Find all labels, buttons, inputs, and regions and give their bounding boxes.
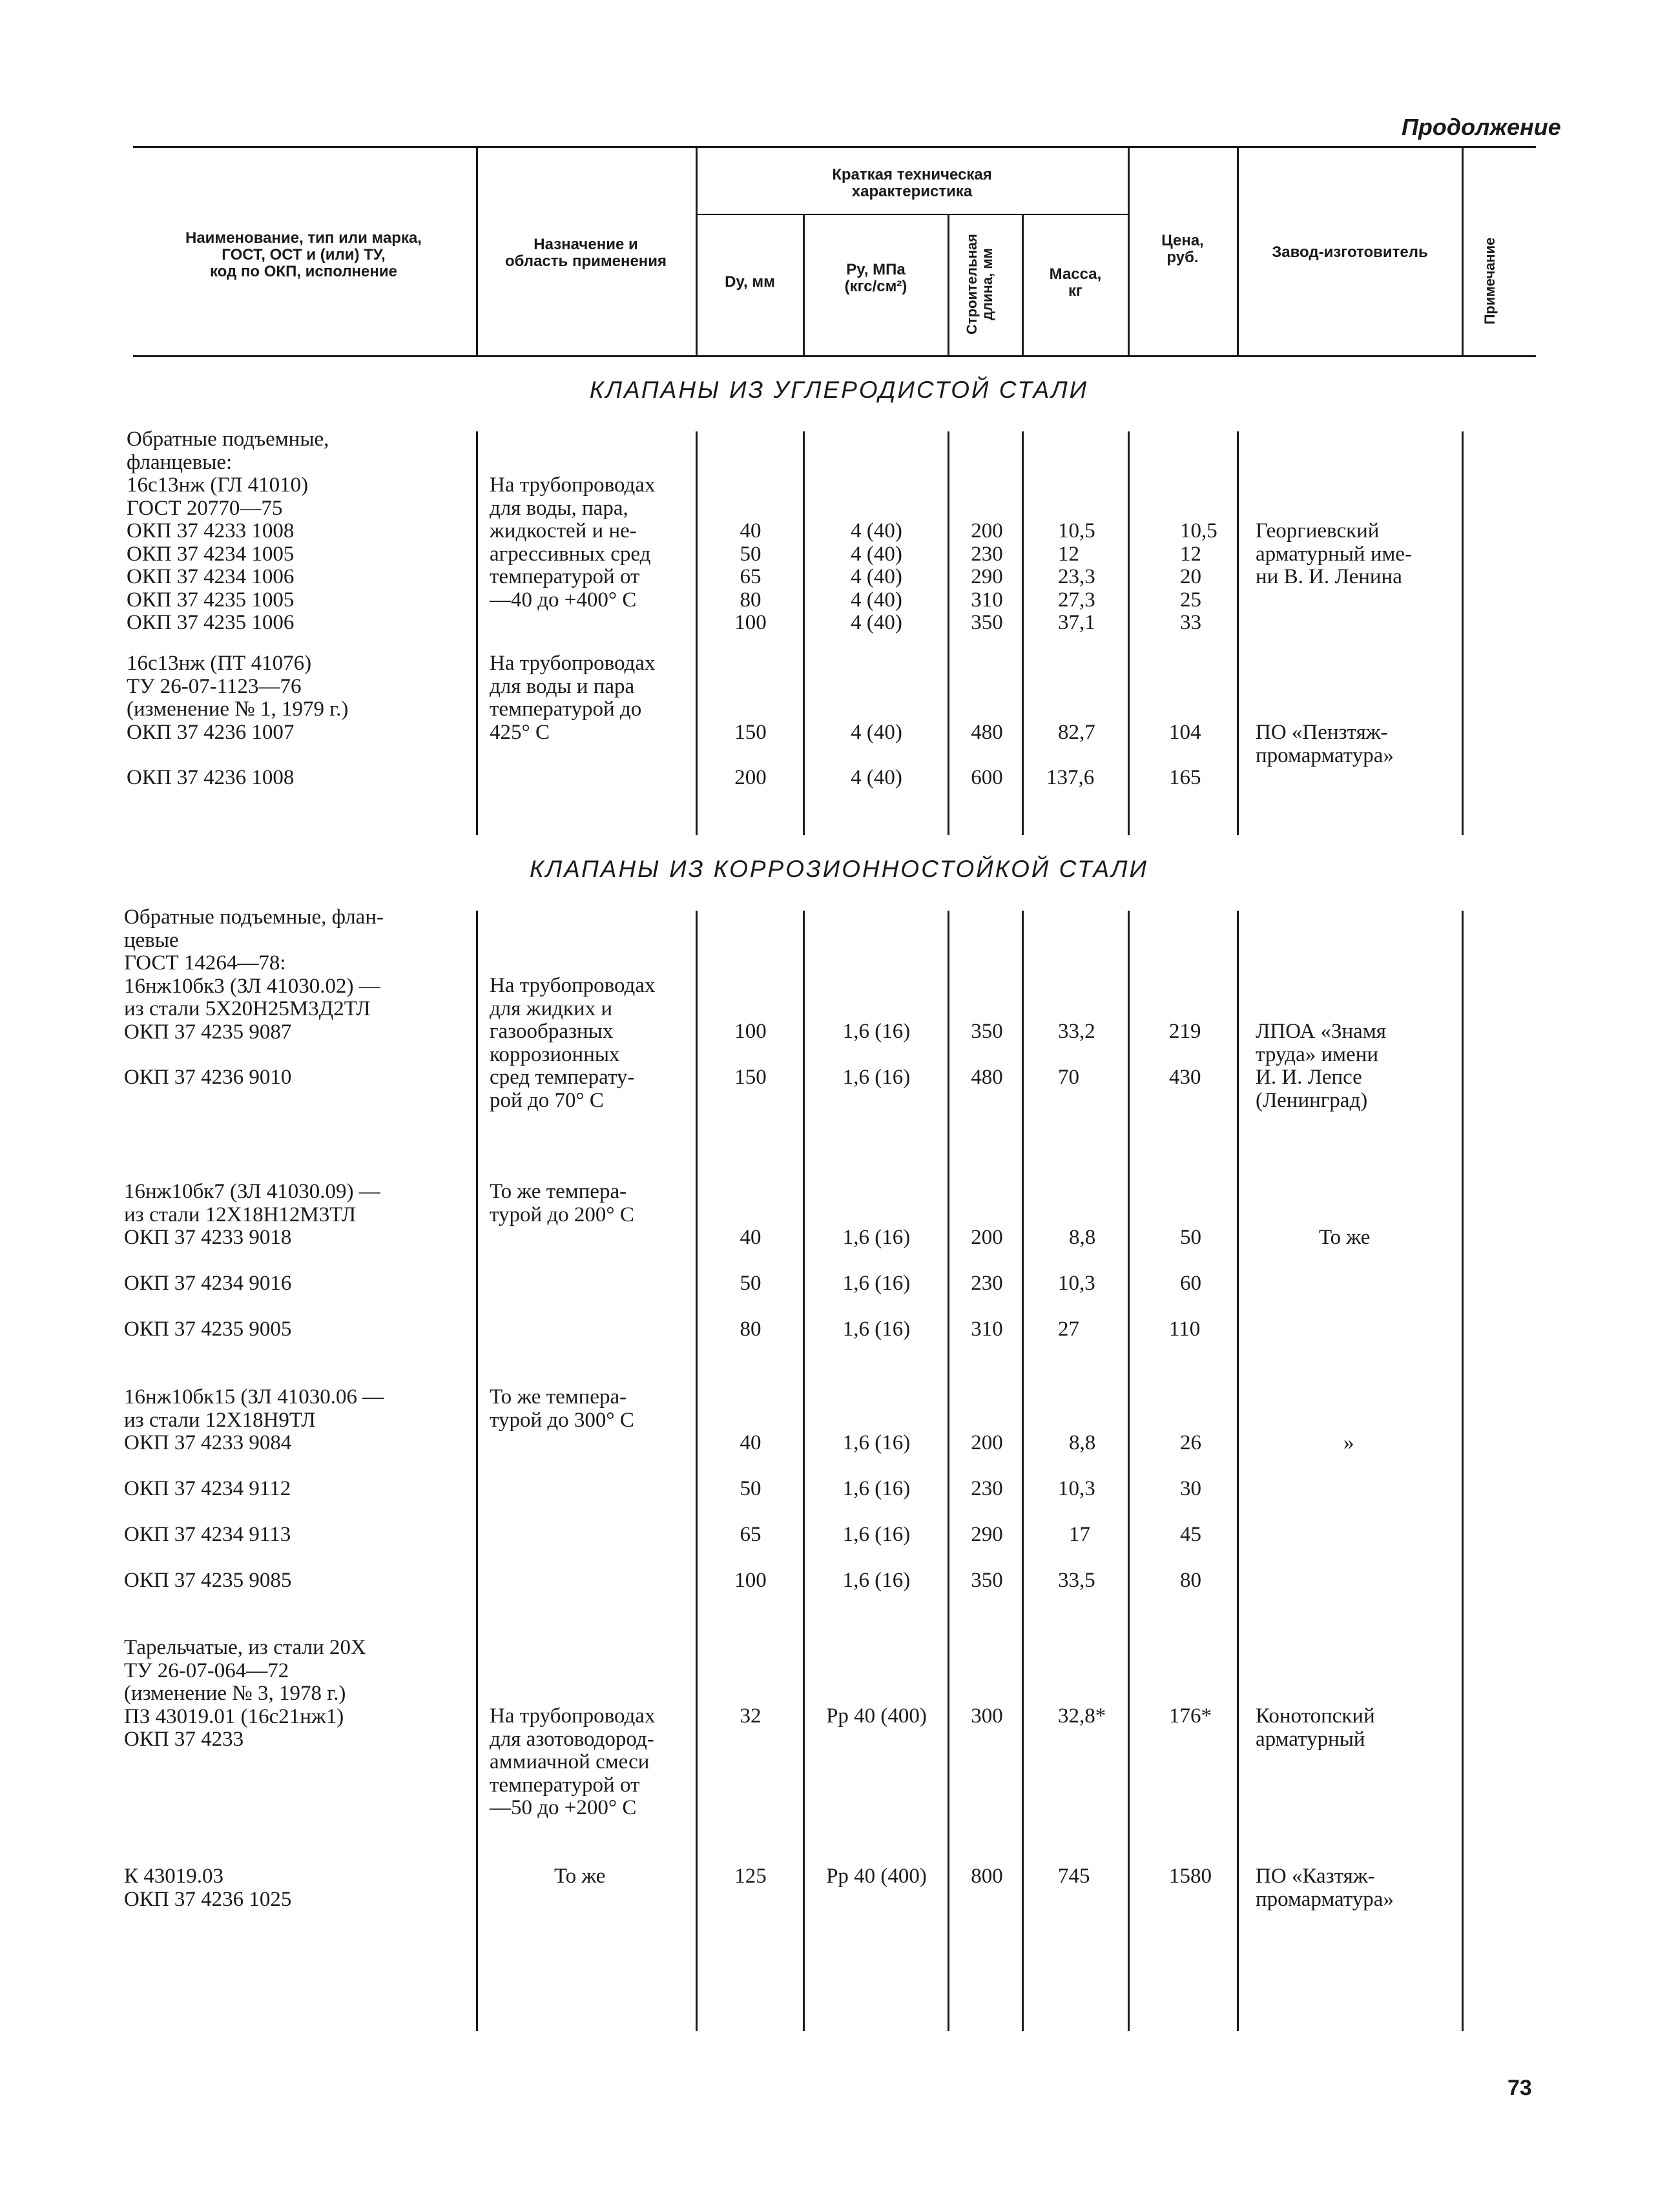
item-py: 1,6 (16) <box>842 1020 911 1043</box>
item-price: 176* <box>1169 1704 1212 1728</box>
item-py: 1,6 (16) <box>842 1272 911 1295</box>
item-mass: 10,3 <box>1058 1272 1095 1295</box>
item-mass: 32,8* <box>1058 1704 1106 1728</box>
column-line <box>1128 431 1130 835</box>
header-price: Цена, руб. <box>1161 232 1204 266</box>
item-dy: 100 <box>734 1020 767 1043</box>
column-line <box>1128 911 1130 2031</box>
item-name: 16нж10бк7 (ЗЛ 41030.09) — из стали 12Х18Н12М3ТЛ ОКП 37 4233 9018 <box>124 1180 380 1249</box>
item-name: Обратные подъемные, фланцевые: 16с13нж (ГЛ 41010) ГОСТ 20770—75 ОКП 37 4233 1008 ОКП 37 4234 1005 ОКП 37 4234 1006 ОКП 37 4235 1005 ОКП 37 4235 1006 <box>127 428 329 634</box>
item-dy: 32 <box>740 1704 761 1728</box>
header-maker: Завод-изготовитель <box>1272 243 1428 261</box>
item-name: ОКП 37 4235 9005 <box>124 1318 292 1341</box>
item-maker: Георгиевский арматурный име- ни В. И. Ленина <box>1256 519 1413 588</box>
item-price: 80 <box>1180 1569 1201 1592</box>
item-name: К 43019.03 ОКП 37 4236 1025 <box>124 1865 292 1911</box>
column-line <box>1237 431 1239 835</box>
header-col-divider <box>1022 215 1024 355</box>
item-py: 1,6 (16) <box>842 1226 911 1249</box>
item-mass: 8,8 <box>1069 1226 1096 1249</box>
header-col-divider <box>1462 147 1464 355</box>
item-mass: 82,7 <box>1058 721 1095 744</box>
item-mass: 10,3 <box>1058 1477 1095 1500</box>
column-line <box>948 911 949 2031</box>
item-py: Pр 40 (400) <box>826 1865 927 1888</box>
column-line <box>1237 911 1239 2031</box>
item-name: Обратные подъемные, флан- цевые ГОСТ 14264—78: 16нж10бк3 (ЗЛ 41030.02) — из стали 5Х20Н25М3Д2ТЛ ОКП 37 4235 9087 <box>124 905 384 1044</box>
item-py: 1,6 (16) <box>842 1569 911 1592</box>
item-price: 26 <box>1180 1431 1201 1454</box>
item-purpose: На трубопроводах для воды и пара температурой до 425° С <box>490 652 656 744</box>
item-length: 230 <box>971 1477 1003 1500</box>
item-mass: 70 <box>1058 1066 1079 1089</box>
item-mass: 8,8 <box>1069 1431 1096 1454</box>
item-price: 50 <box>1180 1226 1201 1249</box>
header-mass: Масса, кг <box>1049 265 1102 300</box>
item-purpose: На трубопроводах для азотоводород- аммиачной смеси температурой от —50 до +200° С <box>490 1704 656 1819</box>
item-purpose: То же темпера- турой до 200° С <box>490 1180 634 1226</box>
item-mass: 27 <box>1058 1318 1079 1341</box>
item-price: 45 <box>1180 1523 1201 1546</box>
item-py: 1,6 (16) <box>842 1523 911 1546</box>
column-line <box>1462 431 1464 835</box>
item-dy: 200 <box>734 766 767 789</box>
header-dy: Dу, мм <box>725 273 775 291</box>
item-dy: 40 <box>740 1226 761 1249</box>
item-price: 104 <box>1169 721 1201 744</box>
header-col-divider <box>1237 147 1239 355</box>
header-col-divider <box>1128 147 1130 355</box>
item-dy: 80 <box>740 1318 761 1341</box>
column-line <box>803 911 805 2031</box>
item-name: ОКП 37 4236 1008 <box>127 766 295 789</box>
item-length: 600 <box>971 766 1003 789</box>
item-price: 165 <box>1169 766 1201 789</box>
item-purpose: То же <box>554 1865 606 1888</box>
section-title: КЛАПАНЫ ИЗ КОРРОЗИОННОСТОЙКОЙ СТАЛИ <box>529 856 1149 882</box>
column-line <box>1462 911 1464 2031</box>
item-price: 30 <box>1180 1477 1201 1500</box>
header-col-divider <box>948 215 949 355</box>
column-line <box>1022 431 1024 835</box>
item-maker: Конотопский арматурный <box>1256 1704 1375 1751</box>
item-price: 60 <box>1180 1272 1201 1295</box>
item-purpose: На трубопроводах для воды, пара, жидкостей и не- агрессивных сред температурой от —40 до +400° С <box>490 473 656 612</box>
item-dy: 40 50 65 80 100 <box>734 519 767 634</box>
item-py: 1,6 (16) <box>842 1477 911 1500</box>
header-top-rule <box>133 146 1536 148</box>
header-length: Строительная длина, мм <box>964 234 995 335</box>
header-col-divider <box>696 147 698 355</box>
column-line <box>1022 911 1024 2031</box>
item-mass: 745 <box>1058 1865 1090 1888</box>
column-line <box>948 431 949 835</box>
item-price: 110 <box>1169 1318 1201 1341</box>
item-name: ОКП 37 4236 9010 <box>124 1066 292 1089</box>
item-length: 350 <box>971 1569 1003 1592</box>
item-py: 1,6 (16) <box>842 1318 911 1341</box>
item-dy: 40 <box>740 1431 761 1454</box>
header-purpose: Назначение и область применения <box>504 236 667 270</box>
item-length: 200 <box>971 1431 1003 1454</box>
item-mass: 33,2 <box>1058 1020 1095 1043</box>
item-length: 230 <box>971 1272 1003 1295</box>
item-price: 219 <box>1169 1020 1201 1043</box>
item-purpose: На трубопроводах для жидких и газообразных коррозионных сред температу- рой до 70° С <box>490 974 656 1112</box>
item-maker: » <box>1343 1431 1354 1454</box>
header-note: Примечание <box>1482 237 1498 325</box>
header-bottom-rule <box>133 355 1536 357</box>
header-col-divider <box>803 215 805 355</box>
item-length: 480 <box>971 721 1003 744</box>
column-line <box>476 431 478 835</box>
item-py: 4 (40) <box>851 766 902 789</box>
header-subrule <box>698 214 1128 215</box>
item-py: 1,6 (16) <box>842 1066 911 1089</box>
column-line <box>696 911 698 2031</box>
item-length: 800 <box>971 1865 1003 1888</box>
item-dy: 125 <box>734 1865 767 1888</box>
item-length: 310 <box>971 1318 1003 1341</box>
item-name: ОКП 37 4234 9016 <box>124 1272 292 1295</box>
page-number: 73 <box>1507 2076 1532 2100</box>
item-mass: 10,5 12 23,3 27,3 37,1 <box>1058 519 1095 634</box>
item-length: 300 <box>971 1704 1003 1728</box>
item-name: ОКП 37 4235 9085 <box>124 1569 292 1592</box>
continuation-label: Продолжение <box>1402 114 1561 140</box>
item-dy: 50 <box>740 1272 761 1295</box>
item-name: ОКП 37 4234 9113 <box>124 1523 291 1546</box>
item-py: Pр 40 (400) <box>826 1704 927 1728</box>
item-py: 4 (40) <box>851 721 902 744</box>
item-dy: 50 <box>740 1477 761 1500</box>
item-maker: ПО «Пензтяж- промарматура» <box>1256 721 1394 767</box>
header-name: Наименование, тип или марка, ГОСТ, ОСТ и (или) ТУ, код по ОКП, исполнение <box>185 229 422 280</box>
item-mass: 17 <box>1069 1523 1090 1546</box>
item-mass: 137,6 <box>1046 766 1095 789</box>
item-length: 200 230 290 310 350 <box>971 519 1003 634</box>
item-price: 430 <box>1169 1066 1201 1089</box>
item-dy: 65 <box>740 1523 761 1546</box>
item-length: 350 <box>971 1020 1003 1043</box>
item-name: Тарельчатые, из стали 20Х ТУ 26-07-064—72 (изменение № 3, 1978 г.) ПЗ 43019.01 (16с21нж1) ОКП 37 4233 <box>124 1636 366 1751</box>
column-line <box>476 911 478 2031</box>
item-mass: 33,5 <box>1058 1569 1095 1592</box>
item-purpose: То же темпера- турой до 300° С <box>490 1385 634 1432</box>
header-brief: Краткая техническая характеристика <box>832 166 992 200</box>
header-col-divider <box>476 147 478 355</box>
item-maker: ПО «Казтяж- промарматура» <box>1256 1865 1394 1911</box>
item-dy: 100 <box>734 1569 767 1592</box>
item-name: 16нж10бк15 (ЗЛ 41030.06 — из стали 12Х18Н9ТЛ ОКП 37 4233 9084 <box>124 1385 384 1454</box>
item-py: 1,6 (16) <box>842 1431 911 1454</box>
item-maker: То же <box>1319 1226 1371 1249</box>
item-price: 1580 <box>1169 1865 1212 1888</box>
header-py: Pу, МПа (кгс/см²) <box>844 261 907 295</box>
section-title: КЛАПАНЫ ИЗ УГЛЕРОДИСТОЙ СТАЛИ <box>589 377 1089 403</box>
item-maker: ЛПОА «Знамя труда» имени И. И. Лепсе (Ленинград) <box>1256 1020 1386 1112</box>
item-length: 480 <box>971 1066 1003 1089</box>
item-length: 200 <box>971 1226 1003 1249</box>
column-line <box>803 431 805 835</box>
item-dy: 150 <box>734 721 767 744</box>
item-py: 4 (40) 4 (40) 4 (40) 4 (40) 4 (40) <box>851 519 902 634</box>
column-line <box>696 431 698 835</box>
item-price: 10,5 12 20 25 33 <box>1180 519 1217 634</box>
item-length: 290 <box>971 1523 1003 1546</box>
item-name: ОКП 37 4234 9112 <box>124 1477 291 1500</box>
item-name: 16с13нж (ПТ 41076) ТУ 26-07-1123—76 (изменение № 1, 1979 г.) ОКП 37 4236 1007 <box>127 652 349 744</box>
item-dy: 150 <box>734 1066 767 1089</box>
